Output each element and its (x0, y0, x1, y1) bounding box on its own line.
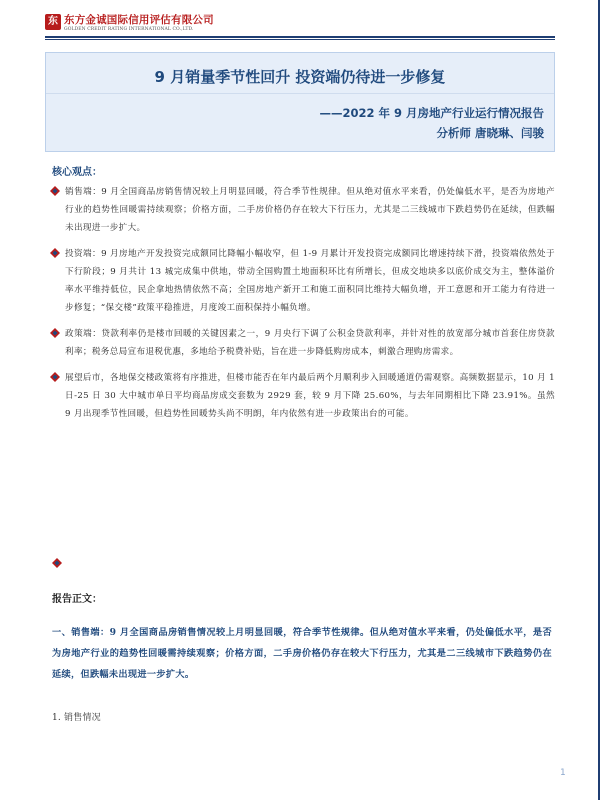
bullet-text: 销售端：9 月全国商品房销售情况较上月明显回暖，符合季节性规律。但从绝对值水平来看，仍处偏低水平，是否为房地产行业的趋势性回暖需持续观察；价格方面，二手房价格仍存在较大下行压力，尤其是二三线城市下跌趋势仍在延续，但跌幅未出现进一步扩大。 (65, 187, 555, 233)
core-views-list (50, 183, 555, 431)
logo-company-english: GOLDEN CREDIT RATING INTERNATIONAL CO.,LTD. (64, 27, 194, 32)
logo-text (64, 14, 214, 33)
header-rule-thick (45, 36, 555, 38)
diamond-bullet-icon (50, 328, 60, 338)
title-separator (46, 93, 554, 94)
list-item (50, 183, 555, 237)
report-body-label: 报告正文： (52, 594, 102, 605)
list-item (50, 245, 555, 317)
diamond-bullet-icon (50, 186, 60, 196)
report-subtitle: ——2022 年 9 月房地产行业运行情况报告 (319, 106, 544, 120)
bullet-text: 投资端：9 月房地产开发投资完成额同比降幅小幅收窄，但 1-9 月累计开发投资完成额同比增速持续下滑，投资端依然处于下行阶段；9 月共计 13 城完成集中供地，带动全国购置土地面积环比有所增长，但成交地块多以底价成交为主，整体溢价率水平维持低位，民企拿地热情依然不高；全国房地产新开工和施工面积同比维持大幅负增，开工意愿和开工能力有待进一步修复；“保交楼”政策平稳推进，月度竣工面积保持小幅负增。 (65, 249, 555, 313)
list-item (50, 369, 555, 423)
list-item (50, 325, 555, 361)
sales-summary-paragraph: 一、销售端：9 月全国商品房销售情况较上月明显回暖，符合季节性规律。但从绝对值水平来看，仍处偏低水平，是否为房地产行业的趋势性回暖需持续观察；价格方面，二手房价格仍存在较大下行压力，尤其是二三线城市下跌趋势仍在延续，但跌幅未出现进一步扩大。 (52, 627, 552, 680)
core-views-label: 核心观点： (52, 167, 102, 178)
sales-subheading: 1. 销售情况 (52, 713, 101, 723)
diamond-bullet-icon (50, 372, 60, 382)
analyst-line: 分析师 唐晓琳、闫骏 (436, 126, 544, 140)
bullet-text: 政策端：贷款利率仍是楼市回暖的关键因素之一，9 月央行下调了公积金贷款利率，并针对性的放宽部分城市首套住房贷款利率；税务总局宣布退税优惠，多地给予税费补贴，旨在进一步降低购房成本，刺激合理购房需求。 (65, 329, 555, 357)
logo-company-name: 东方金诚国际信用评估有限公司 (64, 14, 214, 26)
bullet-text: 展望后市，各地保交楼政策将有序推进，但楼市能否在年内最后两个月顺利步入回暖通道仍需观察。高频数据显示，10 月 1 日-25 日 30 大中城市单日平均商品房成交套数为 2929 套，较 9 月下降 25.60%，与去年同期相比下降 23.91%。虽然 9 月出现季节性回暖，但趋势性回暖势头尚不明朗，年内依然有进一步政策出台的可能。 (65, 373, 555, 419)
diamond-bullet-icon (50, 248, 60, 258)
logo (45, 14, 214, 33)
page-number: 1 (560, 768, 566, 778)
header-rule-thin (45, 39, 555, 40)
report-title: 9 月销量季节性回升 投资端仍待进一步修复 (154, 68, 446, 86)
title-box (45, 52, 555, 152)
logo-mark-icon: 东 (45, 14, 61, 30)
diamond-end-icon (52, 558, 62, 568)
